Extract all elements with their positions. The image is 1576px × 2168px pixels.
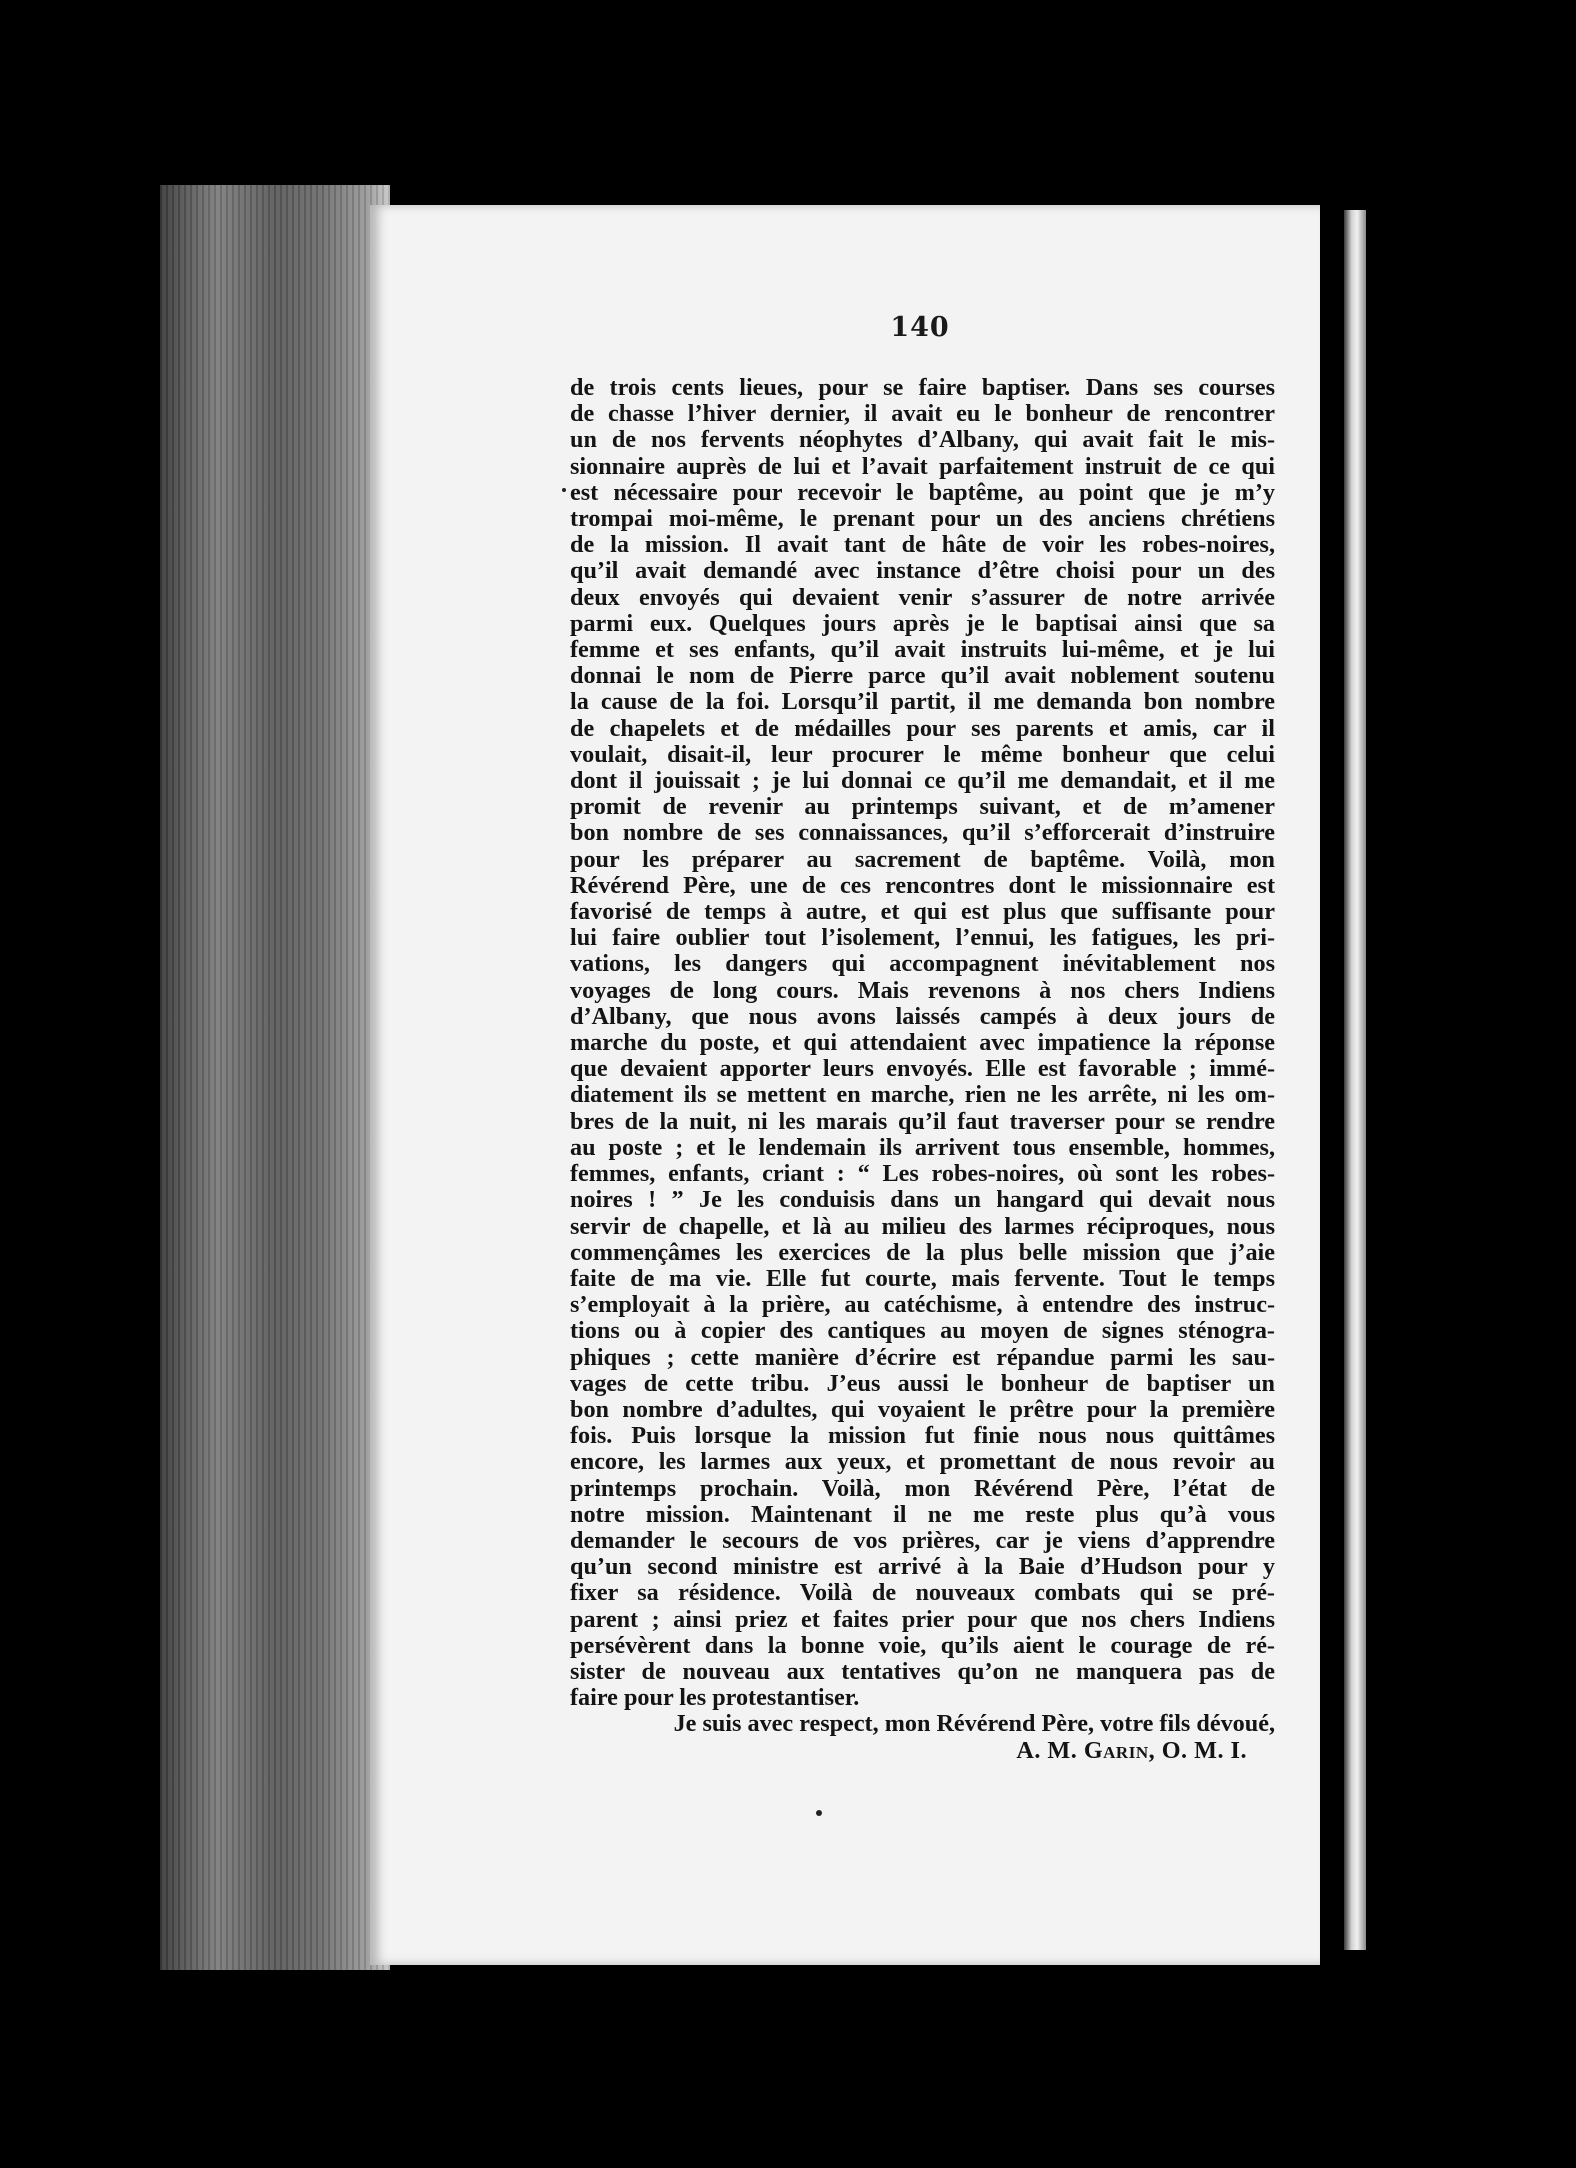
text-line: faite de ma vie. Elle fut courte, mais fervente. Tout le temps: [570, 1264, 1275, 1292]
text-line: dont il jouissait ; je lui donnai ce qu’il me demandait, et il me: [570, 767, 1275, 795]
text-line: d’Albany, que nous avons laissés campés à deux jours de: [570, 1002, 1275, 1030]
closing-line: Je suis avec respect, mon Révérend Père, votre fils dévoué,: [673, 1710, 1275, 1738]
text-line: marche du poste, et qui attendaient avec impatience la réponse: [570, 1029, 1275, 1057]
text-line: trompai moi-même, le prenant pour un des anciens chrétiens: [570, 505, 1275, 533]
text-line: printemps prochain. Voilà, mon Révérend Père, l’état de: [570, 1474, 1275, 1502]
text-line: donnai le nom de Pierre parce qu’il avait noblement soutenu: [570, 662, 1275, 690]
text-line: notre mission. Maintenant il ne me reste plus qu’à vous: [570, 1500, 1275, 1528]
text-line: sister de nouveau aux tentatives qu’on ne manquera pas de: [570, 1657, 1275, 1685]
text-line: bon nombre d’adultes, qui voyaient le prêtre pour la première: [570, 1395, 1275, 1423]
text-line: sionnaire auprès de lui et l’avait parfaitement instruit de ce qui: [570, 452, 1275, 480]
text-line: commençâmes les exercices de la plus belle mission que j’aie: [570, 1238, 1275, 1266]
page-number: 140: [890, 312, 950, 343]
text-line: phiques ; cette manière d’écrire est répandue parmi les sau-: [570, 1343, 1275, 1371]
ink-speck: [562, 488, 566, 492]
signature-name: Garin: [1083, 1736, 1149, 1764]
text-line: tions ou à copier des cantiques au moyen de signes sténogra-: [570, 1317, 1275, 1345]
text-line: voyages de long cours. Mais revenons à nos chers Indiens: [570, 976, 1275, 1004]
text-line: de chasse l’hiver dernier, il avait eu le bonheur de rencontrer: [570, 400, 1275, 428]
text-line: est nécessaire pour recevoir le baptême, au point que je m’y: [570, 478, 1275, 506]
text-line: la cause de la foi. Lorsqu’il partit, il me demanda bon nombre: [570, 688, 1275, 716]
right-page-edge: [1344, 210, 1366, 1950]
text-line: bon nombre de ses connaissances, qu’il s’efforcerait d’instruire: [570, 819, 1275, 847]
text-line: promit de revenir au printemps suivant, et de m’amener: [570, 793, 1275, 821]
text-line: faire pour les protestantiser.: [570, 1684, 860, 1712]
text-line: bres de la nuit, ni les marais qu’il faut traverser pour se rendre: [570, 1107, 1275, 1135]
text-line: deux envoyés qui devaient venir s’assurer de notre arrivée: [570, 583, 1275, 611]
text-line: Révérend Père, une de ces rencontres dont le missionnaire est: [570, 871, 1275, 899]
text-line: fixer sa résidence. Voilà de nouveaux combats qui se pré-: [570, 1579, 1275, 1607]
signature-initials: A. M.: [1016, 1736, 1084, 1764]
text-line: parmi eux. Quelques jours après je le baptisai ainsi que sa: [570, 609, 1275, 637]
text-line: pour les préparer au sacrement de baptême. Voilà, mon: [570, 845, 1275, 873]
text-line: qu’il avait demandé avec instance d’être choisi pour un des: [570, 557, 1275, 585]
text-line: qu’un second ministre est arrivé à la Baie d’Hudson pour y: [570, 1553, 1275, 1581]
text-line: voulait, disait-il, leur procurer le même bonheur que celui: [570, 740, 1275, 768]
text-line: femme et ses enfants, qu’il avait instruits lui-même, et je lui: [570, 636, 1275, 664]
text-line: persévèrent dans la bonne voie, qu’ils aient le courage de ré-: [570, 1631, 1275, 1659]
text-line: de chapelets et de médailles pour ses parents et amis, car il: [570, 714, 1275, 742]
text-line: parent ; ainsi priez et faites prier pour que nos chers Indiens: [570, 1605, 1275, 1633]
text-line: fois. Puis lorsque la mission fut finie nous nous quittâmes: [570, 1422, 1275, 1450]
text-line: femmes, enfants, criant : “ Les robes-noires, où sont les robes-: [570, 1160, 1275, 1188]
text-line: diatement ils se mettent en marche, rien ne les arrête, ni les om-: [570, 1081, 1275, 1109]
text-line: de la mission. Il avait tant de hâte de voir les robes-noires,: [570, 531, 1275, 559]
ink-speck: [816, 1810, 822, 1816]
text-line: un de nos fervents néophytes d’Albany, qui avait fait le mis-: [570, 426, 1275, 454]
text-line: au poste ; et le lendemain ils arrivent tous ensemble, hommes,: [570, 1133, 1275, 1161]
text-line: encore, les larmes aux yeux, et promettant de nous revoir au: [570, 1448, 1275, 1476]
signature: [570, 1738, 1275, 1764]
signature-order: , O. M. I.: [1148, 1736, 1247, 1764]
book-page-edges: [160, 185, 390, 1970]
text-line: demander le secours de vos prières, car je viens d’apprendre: [570, 1526, 1275, 1554]
text-line: favorisé de temps à autre, et qui est plus que suffisante pour: [570, 898, 1275, 926]
text-line: vations, les dangers qui accompagnent inévitablement nos: [570, 950, 1275, 978]
text-line: de trois cents lieues, pour se faire baptiser. Dans ses courses: [570, 374, 1275, 401]
text-line: noires ! ” Je les conduisis dans un hangard qui devait nous: [570, 1186, 1275, 1214]
text-line: que devaient apporter leurs envoyés. Elle est favorable ; immé-: [570, 1055, 1275, 1083]
text-line: servir de chapelle, et là au milieu des larmes réciproques, nous: [570, 1212, 1275, 1240]
text-line: s’employait à la prière, au catéchisme, à entendre des instruc-: [570, 1291, 1275, 1319]
text-line: lui faire oublier tout l’isolement, l’ennui, les fatigues, les pri-: [570, 924, 1275, 952]
text-line: vages de cette tribu. J’eus aussi le bonheur de baptiser un: [570, 1369, 1275, 1397]
body-text: [570, 375, 1275, 1764]
